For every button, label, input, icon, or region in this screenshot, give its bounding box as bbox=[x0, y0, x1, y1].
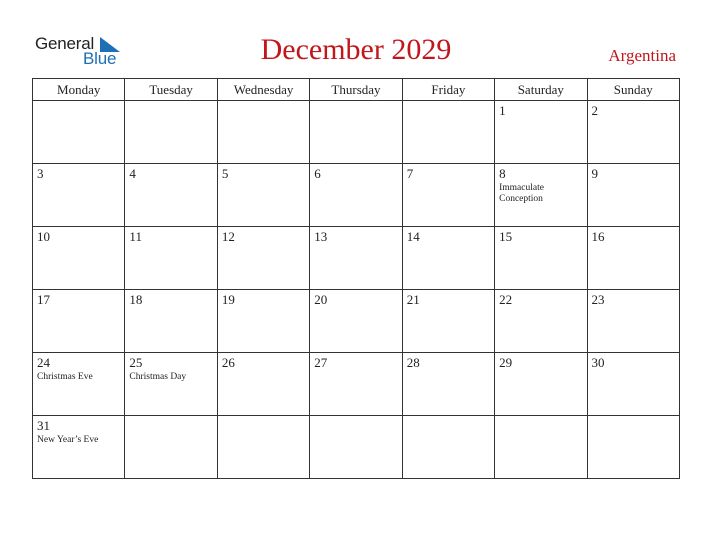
day-cell bbox=[402, 290, 494, 353]
week-row bbox=[33, 416, 680, 479]
day-number: 16 bbox=[591, 229, 605, 244]
day-number: 6 bbox=[314, 166, 321, 181]
day-number: 20 bbox=[314, 292, 328, 307]
week-row bbox=[33, 353, 680, 416]
day-cell bbox=[33, 164, 125, 227]
day-cell bbox=[33, 227, 125, 290]
day-number: 31 bbox=[37, 418, 50, 433]
day-number: 10 bbox=[37, 229, 50, 244]
day-cell bbox=[217, 101, 309, 164]
day-cell bbox=[310, 101, 402, 164]
logo-general-text: General bbox=[35, 34, 95, 53]
day-number: 30 bbox=[591, 355, 605, 370]
week-row bbox=[33, 164, 680, 227]
day-cell bbox=[495, 416, 587, 479]
day-number: 19 bbox=[221, 292, 235, 307]
weekday-header: Thursday bbox=[310, 79, 402, 101]
day-number: 28 bbox=[406, 355, 420, 370]
day-cell bbox=[125, 290, 217, 353]
holiday-label: New Year’s Eve bbox=[37, 435, 99, 445]
page-title: December 2029 bbox=[260, 33, 452, 66]
day-cell bbox=[310, 353, 402, 416]
day-cell bbox=[587, 227, 679, 290]
day-cell bbox=[217, 290, 309, 353]
day-cell bbox=[587, 416, 679, 479]
day-cell bbox=[402, 416, 494, 479]
day-cell bbox=[125, 164, 217, 227]
day-number: 21 bbox=[406, 292, 420, 307]
day-cell bbox=[217, 164, 309, 227]
day-cell bbox=[125, 101, 217, 164]
day-cell bbox=[402, 101, 494, 164]
day-cell bbox=[310, 164, 402, 227]
weekday-header-row bbox=[33, 79, 680, 101]
day-cell bbox=[495, 101, 587, 164]
day-number: 29 bbox=[499, 355, 513, 370]
day-cell bbox=[587, 101, 679, 164]
day-number: 22 bbox=[499, 292, 513, 307]
day-cell bbox=[217, 416, 309, 479]
day-number: 9 bbox=[591, 166, 599, 181]
day-number: 8 bbox=[499, 166, 506, 181]
day-cell bbox=[33, 101, 125, 164]
day-cell bbox=[33, 290, 125, 353]
day-cell bbox=[495, 164, 587, 227]
day-number: 13 bbox=[314, 229, 328, 244]
weekday-header: Sunday bbox=[587, 79, 679, 101]
day-cell bbox=[33, 416, 125, 479]
day-number: 3 bbox=[37, 166, 44, 181]
day-number: 25 bbox=[129, 355, 143, 370]
day-number: 26 bbox=[221, 355, 235, 370]
day-cell bbox=[402, 164, 494, 227]
day-number: 23 bbox=[591, 292, 605, 307]
week-row bbox=[33, 227, 680, 290]
day-number: 27 bbox=[314, 355, 328, 370]
calendar-grid bbox=[32, 78, 680, 479]
weekday-header: Monday bbox=[33, 79, 125, 101]
holiday-label: Immaculate Conception bbox=[499, 183, 544, 204]
weekday-header: Tuesday bbox=[125, 79, 217, 101]
weekday-header: Saturday bbox=[495, 79, 587, 101]
day-number: 4 bbox=[129, 166, 136, 181]
day-cell bbox=[310, 416, 402, 479]
day-number: 14 bbox=[406, 229, 420, 244]
day-cell bbox=[587, 164, 679, 227]
week-row bbox=[33, 101, 680, 164]
holiday-label: Christmas Day bbox=[129, 372, 187, 382]
day-cell bbox=[125, 353, 217, 416]
day-cell bbox=[125, 416, 217, 479]
day-cell bbox=[495, 290, 587, 353]
day-number: 18 bbox=[129, 292, 143, 307]
day-number: 24 bbox=[37, 355, 50, 370]
day-number: 5 bbox=[221, 166, 229, 181]
day-cell bbox=[217, 227, 309, 290]
day-cell bbox=[33, 353, 125, 416]
day-number: 1 bbox=[499, 103, 506, 118]
day-cell bbox=[587, 353, 679, 416]
weekday-header: Friday bbox=[402, 79, 494, 101]
day-cell bbox=[495, 353, 587, 416]
day-cell bbox=[402, 227, 494, 290]
day-cell bbox=[587, 290, 679, 353]
country-label: Argentina bbox=[608, 46, 676, 65]
day-cell bbox=[125, 227, 217, 290]
day-number: 17 bbox=[37, 292, 50, 307]
day-cell bbox=[310, 290, 402, 353]
day-cell bbox=[217, 353, 309, 416]
day-number: 2 bbox=[591, 103, 599, 118]
day-number: 11 bbox=[129, 229, 142, 244]
week-row bbox=[33, 290, 680, 353]
logo-blue-text: Blue bbox=[83, 49, 117, 68]
weekday-header: Wednesday bbox=[217, 79, 309, 101]
day-number: 12 bbox=[221, 229, 235, 244]
day-number: 15 bbox=[499, 229, 513, 244]
day-cell bbox=[310, 227, 402, 290]
day-cell bbox=[402, 353, 494, 416]
day-cell bbox=[495, 227, 587, 290]
holiday-label: Christmas Eve bbox=[37, 372, 93, 382]
day-number: 7 bbox=[406, 166, 414, 181]
